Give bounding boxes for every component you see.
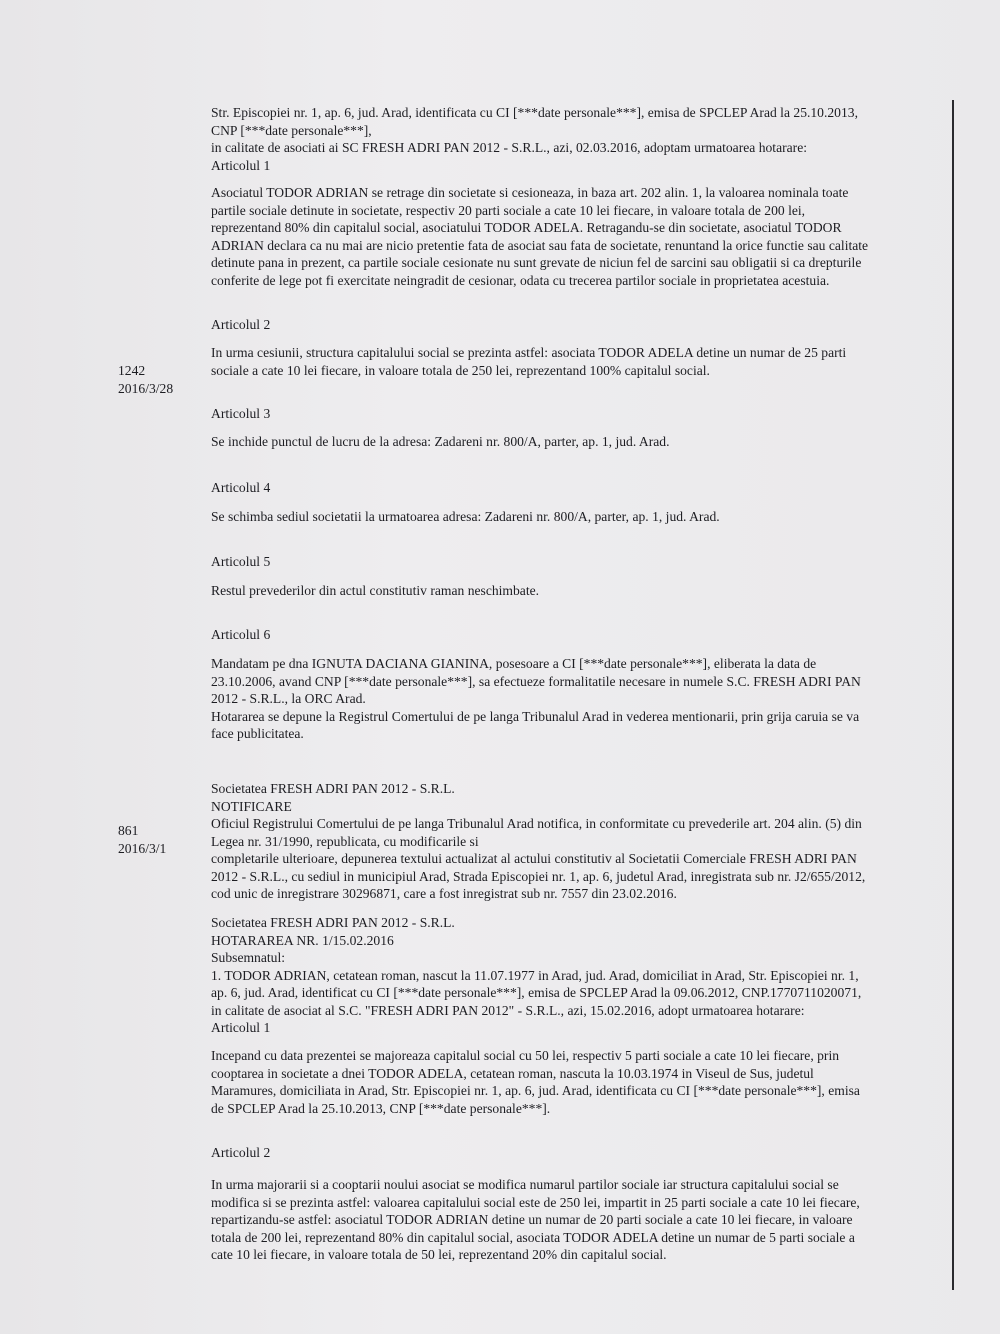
article-heading: Articolul 4 (211, 480, 271, 495)
reference-number: 861 (118, 823, 139, 838)
text-line: cate 10 lei fiecare, in valoare totala de 50 lei, reprezentand 20% din capitalul social. (211, 1247, 667, 1262)
article-2-heading (211, 316, 951, 334)
article-3-heading (211, 405, 951, 423)
text-line: 2012 - S.R.L., la ORC Arad. (211, 691, 366, 706)
text-line: in calitate de asociati ai SC FRESH ADRI PAN 2012 - S.R.L., azi, 02.03.2016, adoptam urmatoarea hotarare: (211, 140, 808, 155)
article-heading: Articolul 2 (211, 317, 271, 332)
text-line: face publicitatea. (211, 726, 304, 741)
text-line: 23.10.2006, avand CNP [***date personale***], sa efectueze formalitatile necesare in numele S.C. FRESH ADRI PAN (211, 673, 861, 689)
decision-header (211, 914, 951, 1037)
article-4-body (211, 508, 951, 526)
decision-article-1-body (211, 1047, 951, 1117)
margin-reference-1242 (118, 362, 173, 397)
article-heading: Articolul 5 (211, 554, 271, 569)
notification-section (211, 780, 951, 903)
text-line: conferite de lege pot fi exercitate neingradit de cesionar, odata cu trecerea partilor sociale in proprietatea acestuia. (211, 272, 830, 288)
intro-paragraph (211, 104, 951, 174)
text-line: partile sociale detinute in societate, respectiv 20 parti sociale a cate 10 lei fiecare, in valoare totala de 200 lei, (211, 202, 806, 218)
decision-article-2-body (211, 1176, 951, 1264)
text-line: repartizandu-se astfel: asociatul TODOR ADRIAN detine un numar de 20 parti sociale a cate 10 lei fiecare, in valoare (211, 1212, 853, 1227)
text-line: Oficiul Registrului Comertului de pe langa Tribunalul Arad notifica, in conformitate cu prevederile art. 204 alin. (5) din (211, 816, 862, 831)
article-6-heading (211, 626, 951, 644)
text-line: Se inchide punctul de lucru de la adresa: Zadareni nr. 800/A, parter, ap. 1, jud. Arad. (211, 434, 670, 449)
article-6-body (211, 655, 951, 743)
text-line: ap. 6, jud. Arad, identificat cu CI [***date personale***], emisa de SPCLEP Arad la 09.06.2012, CNP.1770711020071, (211, 985, 862, 1000)
text-line: Legea nr. 31/1990, republicata, cu modificarile si (211, 833, 479, 849)
article-5-heading (211, 553, 951, 571)
text-line: Maramures, domiciliata in Arad, Str. Episcopiei nr. 1, ap. 6, jud. Arad, identificata cu CI [***date personale***], emisa (211, 1083, 860, 1098)
text-line: ADRIAN declara ca nu mai are nicio pretentie fata de asociat sau fata de societate, renuntand la orice functie sau calitate (211, 237, 869, 253)
text-line: sociale a cate 10 lei fiecare, in valoare totala de 250 lei, reprezentand 100% capitalul social. (211, 362, 710, 378)
section-title: HOTARAREA NR. 1/15.02.2016 (211, 932, 394, 948)
text-line: modifica si se prezinta astfel: valoarea capitalului social este de 250 lei, impartit in 25 parti sociale a cate 10 lei fiecare, (211, 1194, 860, 1210)
text-line: in calitate de asociat al S.C. "FRESH ADRI PAN 2012" - S.R.L., azi, 15.02.2016, adopt urmatoarea hotarare: (211, 1002, 805, 1018)
text-line: Asociatul TODOR ADRIAN se retrage din societate si cesioneaza, in baza art. 202 alin. 1, la valoarea nominala toate (211, 185, 849, 200)
article-heading: Articolul 2 (211, 1145, 271, 1160)
text-line: completarile ulterioare, depunerea textului actualizat al actului constitutiv al Societatii Comerciale FRESH ADRI PAN (211, 851, 857, 866)
company-name: Societatea FRESH ADRI PAN 2012 - S.R.L. (211, 915, 455, 930)
text-line: In urma cesiunii, structura capitalului social se prezinta astfel: asociata TODOR ADELA detine un numar de 25 parti (211, 345, 847, 360)
reference-date: 2016/3/28 (118, 380, 174, 396)
article-heading: Articolul 1 (211, 157, 271, 173)
decision-article-2-heading (211, 1144, 951, 1162)
text-line: 2012 - S.R.L., cu sediul in municipiul Arad, Strada Episcopiei nr. 1, ap. 6, judetul Arad, inregistrata sub nr. J2/655/2012, (211, 868, 866, 884)
text-line: CNP [***date personale***], (211, 122, 372, 138)
article-1-body (211, 184, 951, 289)
text-line: In urma majorarii si a cooptarii noului asociat se modifica numarul partilor sociale iar structura capitalului social se (211, 1177, 839, 1192)
text-line: cooptarea in societate a dnei TODOR ADELA, cetatean roman, nascuta la 10.03.1974 in Viseul de Sus, judetul (211, 1065, 814, 1081)
text-line: reprezentand 80% din capitalul social, asociatului TODOR ADELA. Retragandu-se din societate, asociatul TODOR (211, 220, 842, 235)
text-line: cod unic de inregistrare 30296871, care a fost inregistrat sub nr. 7557 din 23.02.2016. (211, 886, 677, 901)
reference-date: 2016/3/1 (118, 840, 167, 856)
article-heading: Articolul 3 (211, 406, 271, 421)
text-line: detinute pana in prezent, ca partile sociale cesionate nu sunt grevate de niciun fel de sarcini sau obligatii si ca drepturile (211, 255, 862, 270)
text-line: 1. TODOR ADRIAN, cetatean roman, nascut la 11.07.1977 in Arad, jud. Arad, domiciliat in Arad, Str. Episcopiei nr. 1, (211, 967, 859, 983)
reference-number: 1242 (118, 363, 146, 378)
article-2-body (211, 344, 951, 379)
text-line: Hotararea se depune la Registrul Comertului de pe langa Tribunalul Arad in vederea mentionarii, prin grija caruia se va (211, 708, 860, 724)
company-name: Societatea FRESH ADRI PAN 2012 - S.R.L. (211, 781, 455, 796)
article-3-body (211, 433, 951, 451)
text-line: Restul prevederilor din actul constitutiv raman neschimbate. (211, 583, 540, 598)
text-line: Incepand cu data prezentei se majoreaza capitalul social cu 50 lei, respectiv 5 parti sociale a cate 10 lei fiecare, prin (211, 1048, 840, 1063)
margin-rule-line (952, 100, 954, 1290)
section-title: NOTIFICARE (211, 798, 292, 814)
article-4-heading (211, 479, 951, 497)
text-line: Str. Episcopiei nr. 1, ap. 6, jud. Arad, identificata cu CI [***date personale***], emisa de SPCLEP Arad la 25.10.2013, (211, 105, 858, 120)
text-line: Subsemnatul: (211, 950, 286, 965)
text-line: de SPCLEP Arad la 25.10.2013, CNP [***date personale***]. (211, 1100, 551, 1116)
article-5-body (211, 582, 951, 600)
text-line: totala de 200 lei, reprezentand 80% din capitalul social, asociata TODOR ADELA detine un numar de 5 parti sociale a (211, 1229, 855, 1245)
text-line: Mandatam pe dna IGNUTA DACIANA GIANINA, posesoare a CI [***date personale***], eliberata la data de (211, 656, 817, 671)
margin-reference-861 (118, 822, 166, 857)
text-line: Se schimba sediul societatii la urmatoarea adresa: Zadareni nr. 800/A, parter, ap. 1, jud. Arad. (211, 509, 720, 524)
article-heading: Articolul 6 (211, 627, 271, 642)
article-heading: Articolul 1 (211, 1020, 271, 1035)
